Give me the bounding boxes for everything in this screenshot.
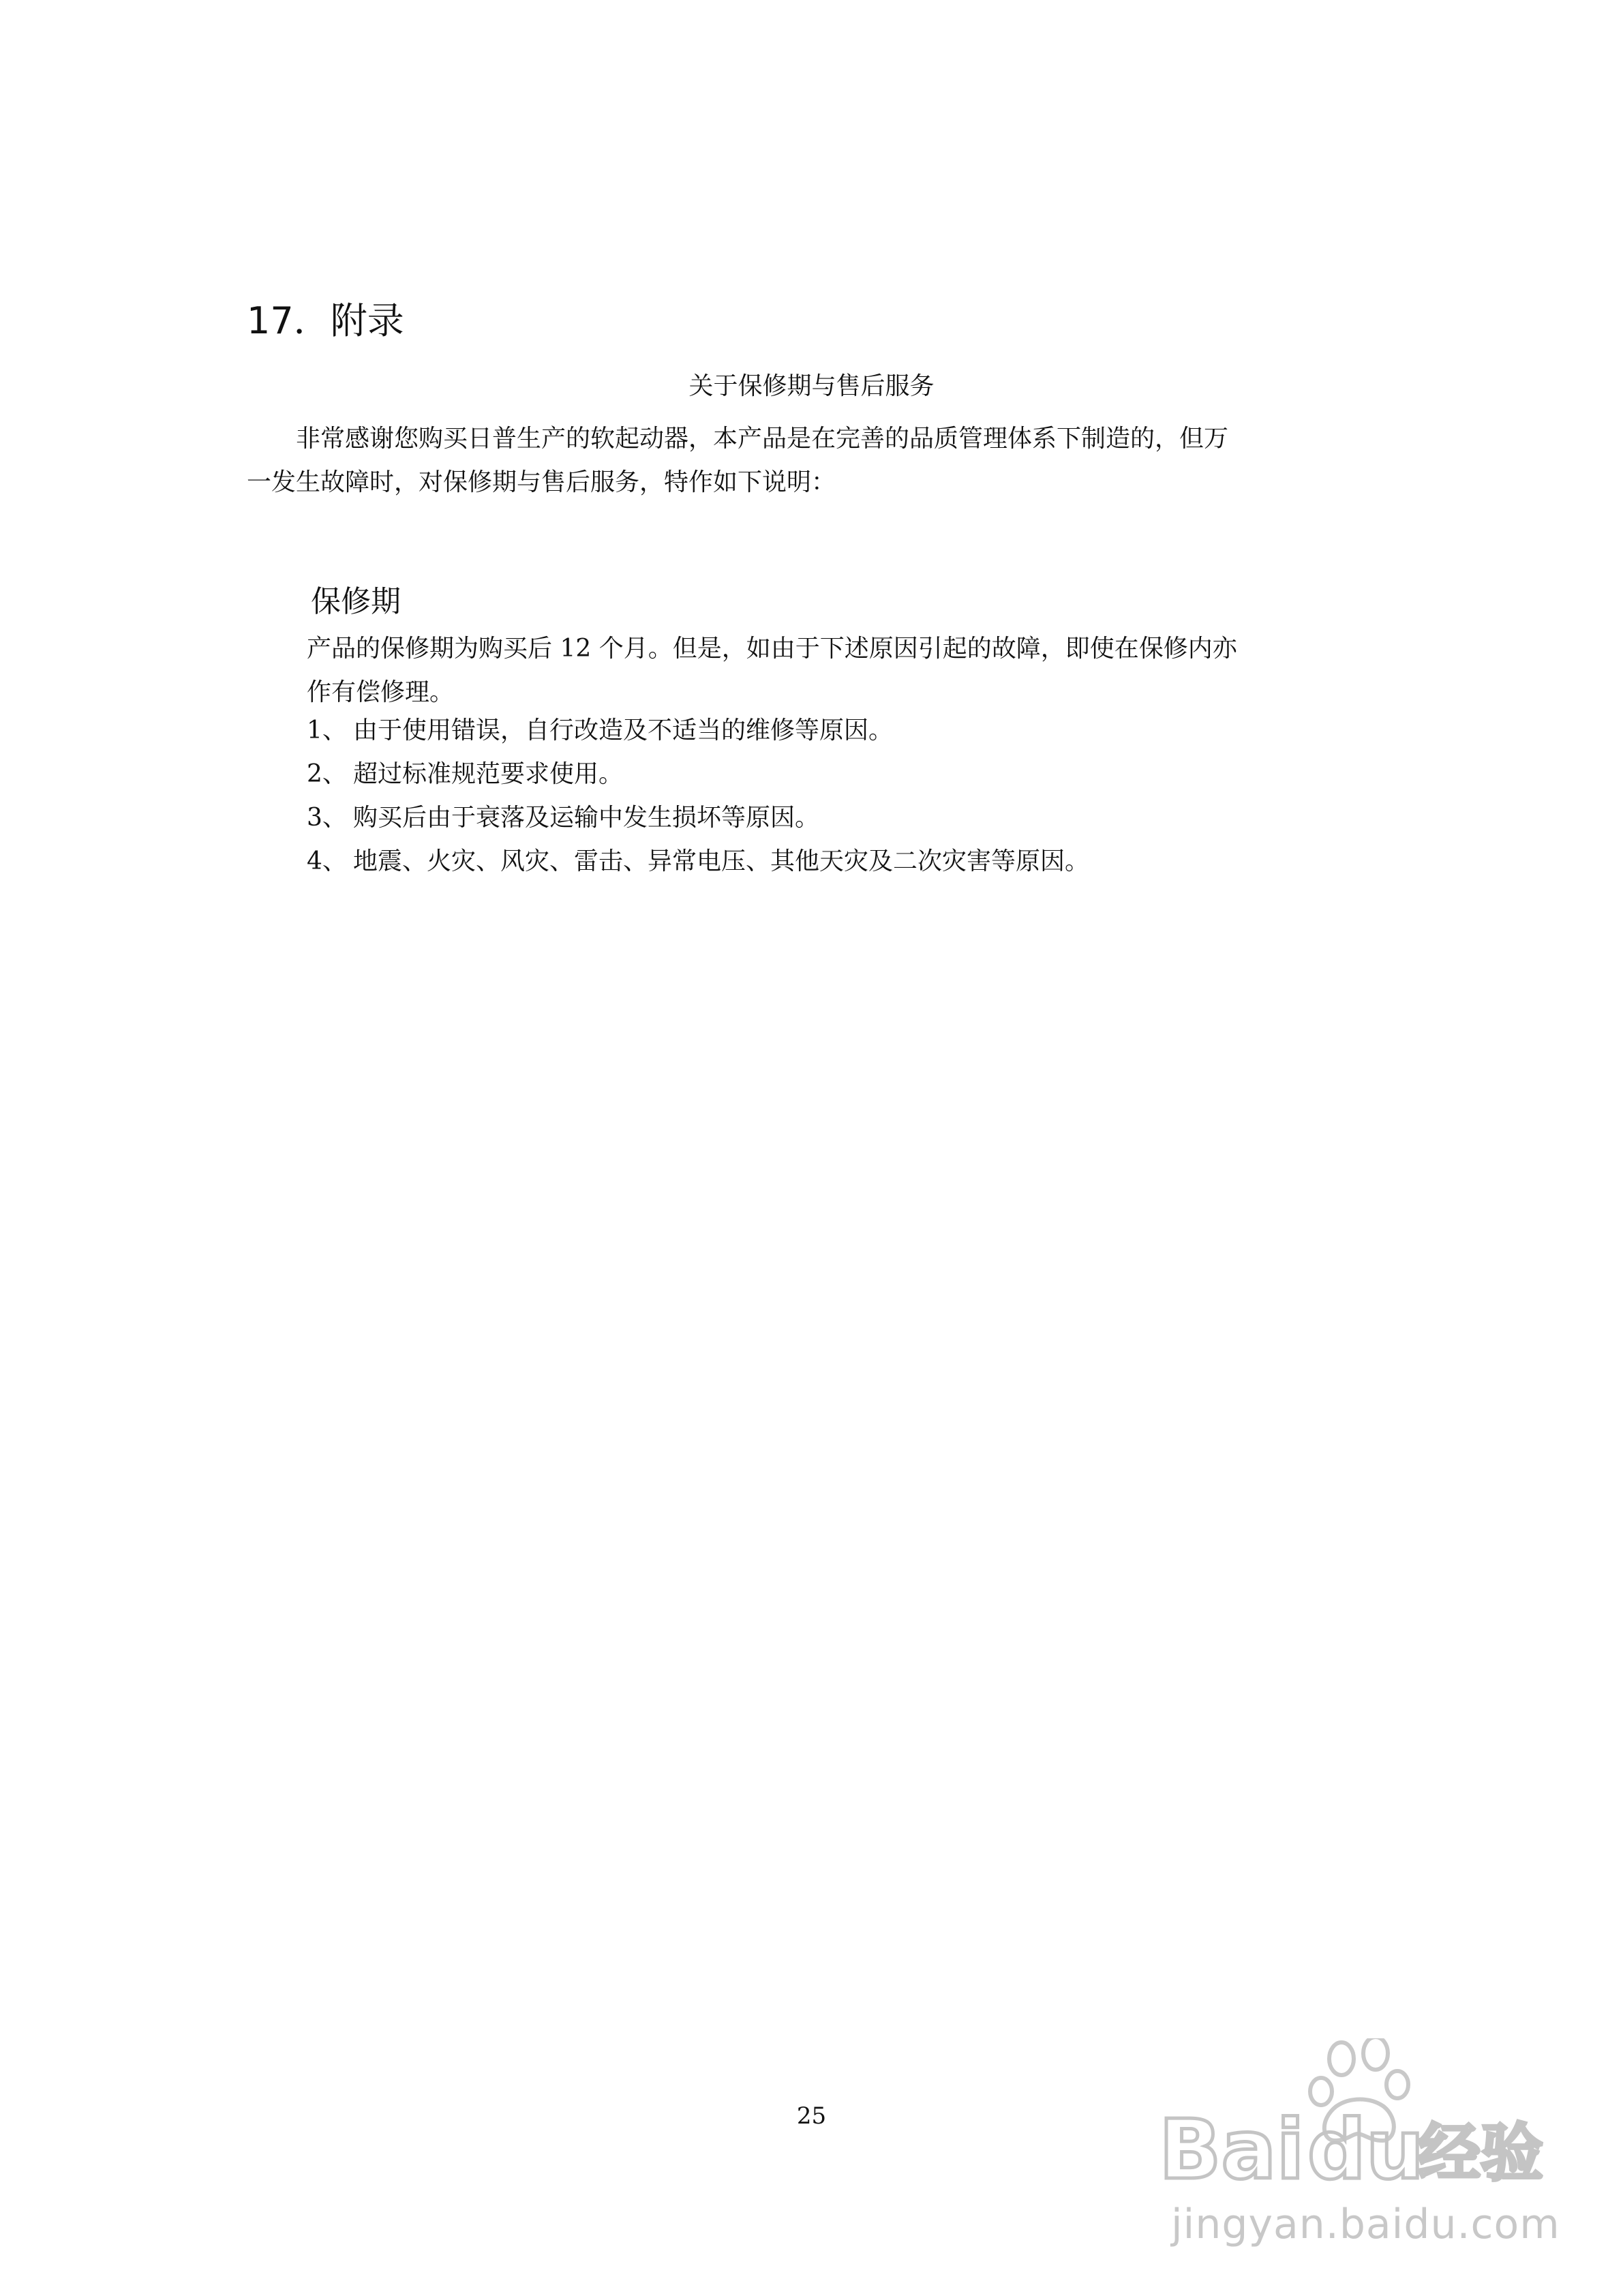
svg-text:du: du <box>1307 2103 1425 2198</box>
list-item <box>307 796 1089 840</box>
list-item <box>307 840 1089 883</box>
svg-text:Bai: Bai <box>1159 2103 1305 2198</box>
list-item-number: 2、 <box>307 760 347 788</box>
watermark-url: jingyan.baidu.com <box>1171 2201 1560 2248</box>
reasons-list <box>307 709 1089 883</box>
svg-text:经验: 经验 <box>1418 2117 1544 2190</box>
list-item-text: 由于使用错误，自行改造及不适当的维修等原因。 <box>353 716 894 744</box>
intro-paragraph <box>247 417 1392 504</box>
warranty-paragraph <box>307 627 1397 714</box>
list-item-number: 3、 <box>307 804 347 832</box>
list-item-text: 超过标准规范要求使用。 <box>353 760 624 788</box>
document-title: 关于保修期与售后服务 <box>688 372 935 400</box>
list-item-text: 购买后由于衰落及运输中发生损坏等原因。 <box>353 804 820 832</box>
intro-line: 非常感谢您购买日普生产的软起动器，本产品是在完善的品质管理体系下制造的，但万 <box>296 425 1229 453</box>
list-item <box>307 709 1089 753</box>
baidu-jingyan-watermark <box>1159 2038 1568 2263</box>
list-item <box>307 753 1089 796</box>
list-item-number: 4、 <box>307 847 347 875</box>
warranty-heading: 保修期 <box>311 584 401 619</box>
list-item-text: 地震、火灾、风灾、雷击、异常电压、其他天灾及二次灾害等原因。 <box>353 847 1090 875</box>
warranty-line: 产品的保修期为购买后 12 个月。但是，如由于下述原因引起的故障，即使在保修内亦 <box>307 635 1237 663</box>
section-heading: 17．附录 <box>247 299 404 342</box>
list-item-number: 1、 <box>307 716 347 744</box>
intro-line: 一发生故障时，对保修期与售后服务，特作如下说明： <box>247 468 836 496</box>
page-number: 25 <box>796 2102 827 2130</box>
warranty-line: 作有偿修理。 <box>307 678 455 706</box>
